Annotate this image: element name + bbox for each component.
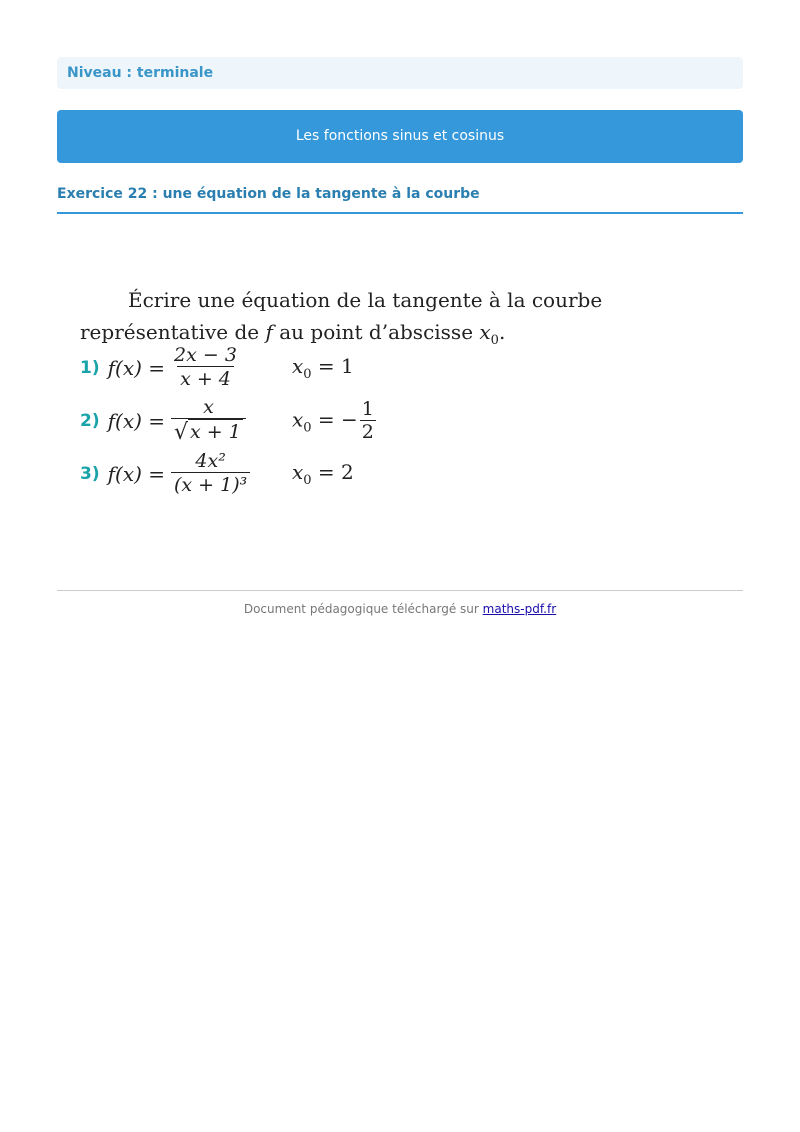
function-lhs: f(x) = [107, 408, 166, 433]
footer [0, 602, 800, 616]
x0-value: $x_0$ = − $\frac{1}{2}$ [292, 397, 374, 443]
exercise-title: Exercice 22 : une équation de la tangente à la courbe [57, 186, 480, 202]
exercise-item-1 [80, 344, 354, 391]
item-number: 3) [80, 463, 100, 484]
exercise-item-2 [80, 396, 374, 445]
exercise-statement: Écrire une équation de la tangente à la courbe représentative de f au point d’abscisse $x_0$. [80, 288, 603, 348]
exercise-body [80, 284, 640, 496]
title-divider [57, 212, 743, 214]
exercise-item-3 [80, 450, 354, 497]
footer-divider [57, 590, 743, 591]
function-lhs: f(x) = [107, 355, 166, 380]
function-lhs: f(x) = [107, 461, 166, 486]
x0-value: $x_0 = 1$ [292, 353, 354, 382]
x0-value: $x_0 = 2$ [292, 459, 354, 488]
function-fraction: $\frac{\text{4x²}}{\text{(x + 1)³}}$ [171, 450, 250, 497]
item-number: 2) [80, 410, 100, 431]
chapter-banner: Les fonctions sinus et cosinus [57, 110, 743, 163]
square-root: √ x + 1 [174, 420, 241, 445]
function-fraction: $\frac{2x - 3}{x + 4}$ [174, 344, 237, 390]
level-badge: Niveau : terminale [57, 57, 743, 89]
item-number: 1) [80, 357, 100, 378]
function-fraction: x √ x + 1 [171, 396, 246, 445]
statement-line-1: Écrire une équation de la tangente à la courbe [128, 288, 603, 312]
footer-text: Document pédagogique téléchargé sur [243, 602, 479, 616]
footer-link[interactable]: maths-pdf.fr [482, 602, 557, 616]
